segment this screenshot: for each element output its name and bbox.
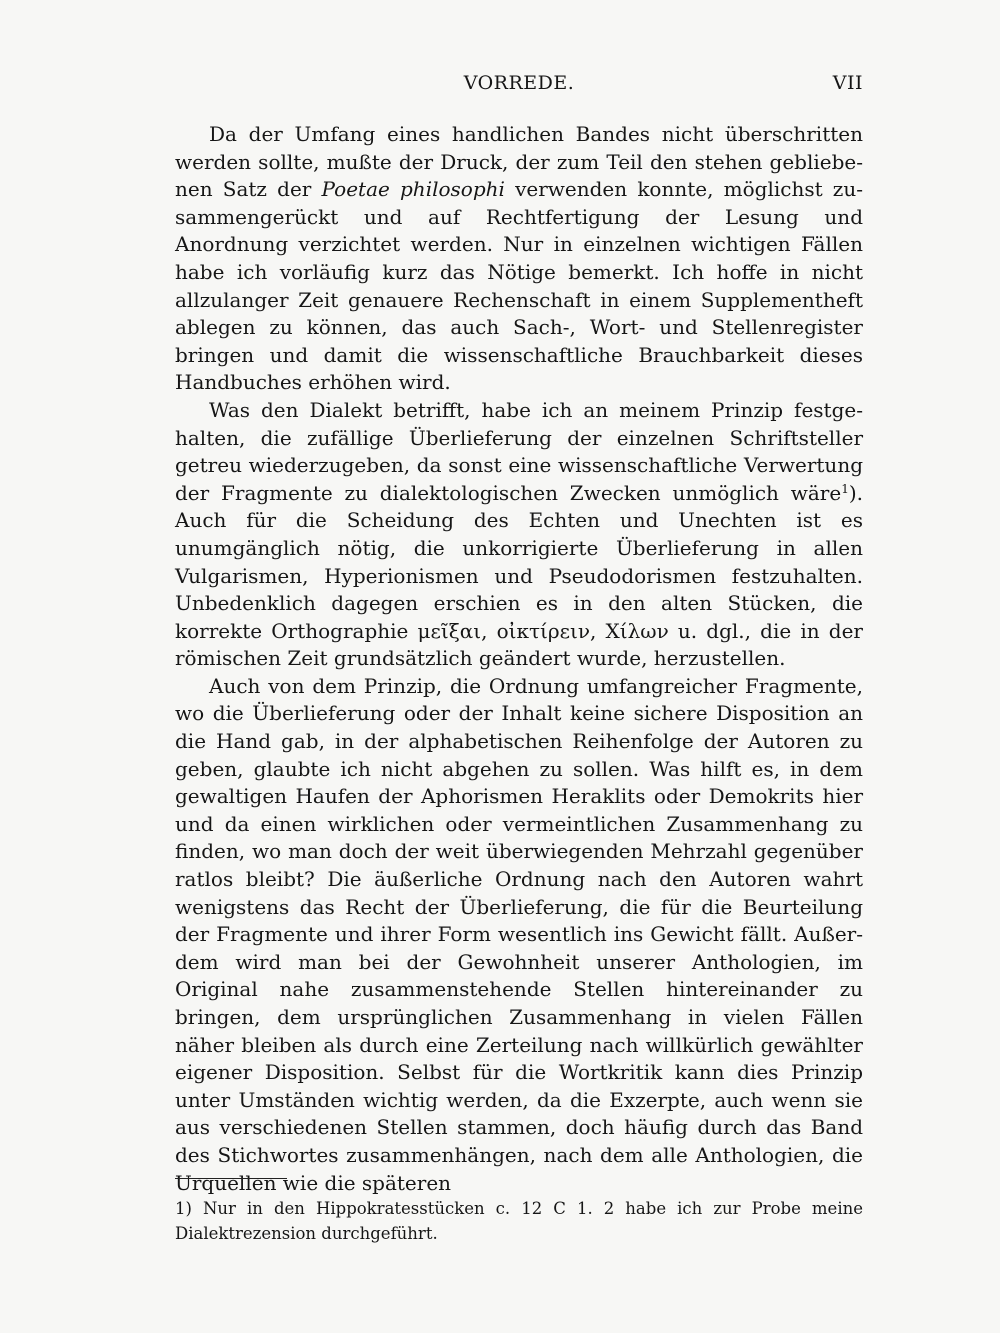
paragraph-2-text-a: Was den Dialekt betrifft, habe ich an meinem Prinzip festgehalten, die zufällige Überlieferung der einzelnen Schriftsteller getreu wiederzugeben, da sonst eine wissenschaftliche Verwertung der Fragmente zu dialektologischen Zwecken unmöglich wäre xyxy=(175,397,863,505)
footnote xyxy=(175,1196,863,1246)
paragraph-2 xyxy=(175,397,863,673)
footnote-text: 1) Nur in den Hippokratesstücken c. 12 C 1. 2 habe ich zur Probe meine Dialektrezension durchgeführt. xyxy=(175,1199,863,1243)
page-number: VII xyxy=(832,72,863,94)
italic-title: Poetae philosophi xyxy=(321,177,505,202)
body-text xyxy=(175,121,863,1197)
page-header xyxy=(175,72,863,102)
footnote-divider xyxy=(175,1178,287,1179)
paragraph-1-text-a: Da der Umfang eines handlichen Bandes nicht überschritten werden sollte, mußte der Druck, der zum Teil den stehen gebliebenen Satz der xyxy=(175,122,863,202)
paragraph-1 xyxy=(175,121,863,397)
running-head: VORREDE. xyxy=(463,72,575,94)
paragraph-1-text-b: verwenden konnte, möglichst zusammengerückt und auf Rechtfertigung der Lesung und Anordnung verzichtet werden. Nur in einzelnen wichtigen Fällen habe ich vorläufig kurz das Nötige bemerkt. Ich hoffe in nicht allzulanger Zeit genauere Rechenschaft in einem Supplementheft ablegen zu können, das auch Sach-, Wort- und Stellenregister bringen und damit die wissenschaftliche Brauchbarkeit dieses Handbuches erhöhen wird. xyxy=(175,177,863,395)
paragraph-3: Auch von dem Prinzip, die Ordnung umfangreicher Fragmente, wo die Überlieferung oder der Inhalt keine sichere Disposition an die Hand gab, in der alphabetischen Reihenfolge der Autoren zu geben, glaubte ich nicht abgehen zu sollen. Was hilft es, in dem gewaltigen Haufen der Aphorismen Heraklits oder Demokrits hier und da einen wirklichen oder vermeintlichen Zusammenhang zu finden, wo man doch der weit überwiegenden Mehrzahl gegenüber ratlos bleibt? Die äußerliche Ordnung nach den Autoren wahrt wenigstens das Recht der Überlieferung, die für die Beurteilung der Fragmente und ihrer Form wesentlich ins Gewicht fällt. Außerdem wird man bei der Gewohnheit unserer Anthologien, im Original nahe zusammenstehende Stellen hintereinander zu bringen, dem ursprünglichen Zusammenhang in vielen Fällen näher bleiben als durch eine Zerteilung nach willkürlich gewählter eigener Disposition. Selbst für die Wortkritik kann dies Prinzip unter Umständen wichtig werden, da die Exzerpte, auch wenn sie aus verschiedenen Stellen stammen, doch häufig durch das Band des Stichwortes zusammenhängen, nach dem alle Anthologien, die Urquellen wie die späteren xyxy=(175,673,863,1195)
footnote-reference[interactable]: 1 xyxy=(841,481,849,496)
paragraph-2-text-b: ). Auch für die Scheidung des Echten und Unechten ist es unumgänglich nötig, die unkorrigierte Überlieferung in allen Vulgarismen, Hyperionismen und Pseudodorismen festzuhalten. Unbedenklich dagegen erschien es in den alten Stücken, die korrekte Orthographie μεῖξαι, οἰκτίρειν, Χίλων u. dgl., die in der römischen Zeit grundsätzlich geändert wurde, herzustellen. xyxy=(175,480,863,671)
